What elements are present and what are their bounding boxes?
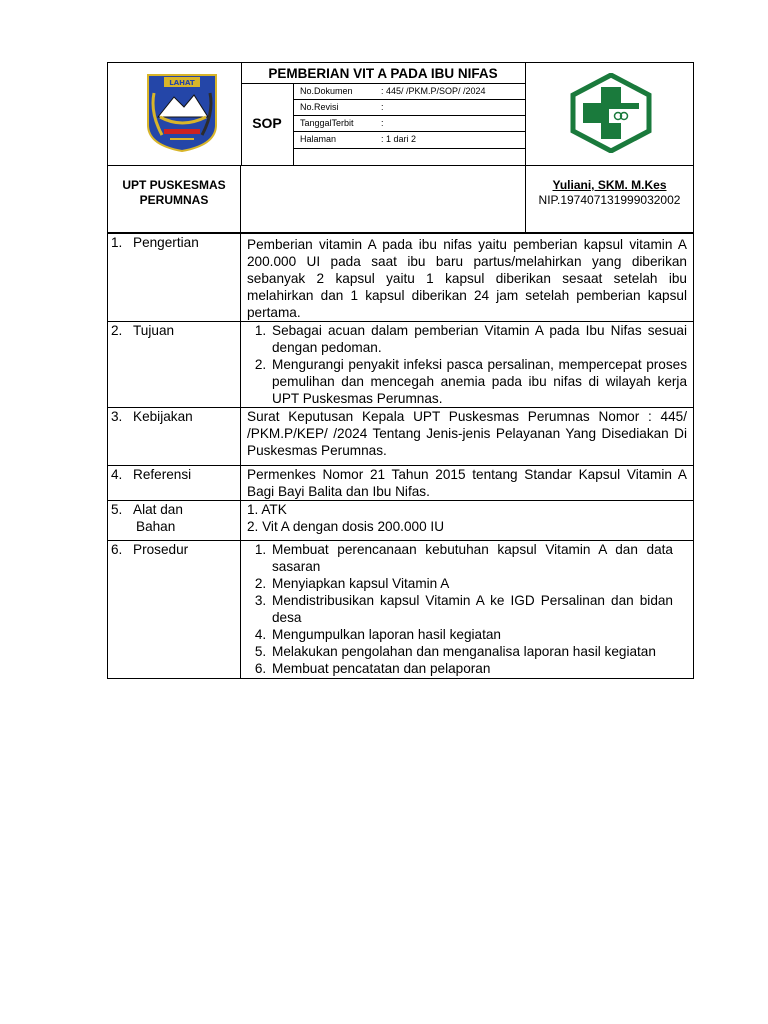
signer-nip: NIP.197407131999032002 <box>538 193 681 207</box>
document-title: PEMBERIAN VIT A PADA IBU NIFAS <box>241 63 525 84</box>
section-title: Prosedur <box>133 542 189 557</box>
section-alat-bahan <box>108 501 694 541</box>
section-content: Surat Keputusan Kepala UPT Puskesmas Perumnas Nomor : 445/ /PKM.P/KEP/ /2024 Tentang Jenis-jenis Pelayanan Yang Disediakan Di Puskesmas Perumnas. <box>241 408 694 466</box>
section-number: 5. <box>111 502 123 517</box>
section-number: 2. <box>111 323 123 338</box>
header-middle <box>241 63 526 165</box>
emblem-text: LAHAT <box>169 79 195 87</box>
left-logo-cell <box>108 63 242 165</box>
section-content <box>241 322 694 408</box>
list-item: 6. Membuat pencatatan dan pelaporan <box>270 660 673 677</box>
section-pengertian <box>108 234 694 322</box>
meta-key: Halaman <box>300 134 337 144</box>
section-title-line2: Bahan <box>136 519 176 534</box>
section-label <box>108 322 241 408</box>
section-referensi <box>108 466 694 501</box>
right-logo-cell <box>526 63 693 165</box>
list-item: 2. Menyiapkan kapsul Vitamin A <box>270 575 673 592</box>
section-content <box>241 501 694 541</box>
section-title: Kebijakan <box>133 409 193 424</box>
signature-blank-cell <box>241 166 526 232</box>
section-label <box>108 541 241 679</box>
section-tujuan <box>108 322 694 408</box>
section-title: Tujuan <box>133 323 175 338</box>
section-prosedur <box>108 541 694 679</box>
section-content <box>241 541 694 679</box>
list-item: 2. Vit A dengan dosis 200.000 IU <box>247 519 445 534</box>
section-content: Pemberian vitamin A pada ibu nifas yaitu pemberian kapsul vitamin A 200.000 UI pada saat ibu baru partus/melahirkan yang diberikan sebanyak 2 kapsul yaitu 1 kapsul diberikan sesaat setelah ibu melahirkan dan 1 kapsul diberikan 24 jam setelah pemberian kapsul pertama. <box>241 234 694 322</box>
section-content: Permenkes Nomor 21 Tahun 2015 tentang Standar Kapsul Vitamin A Bagi Bayi Balita dan Ibu Nifas. <box>241 466 694 501</box>
org-row <box>107 166 694 233</box>
list-item: 1. ATK <box>247 502 287 517</box>
list-item: 2. Mengurangi penyakit infeksi pasca persalinan, mempercepat proses pemulihan dan mencegah anemia pada ibu nifas di wilayah kerja UPT Puskesmas Perumnas. <box>270 356 687 407</box>
meta-value: : 1 dari 2 <box>381 134 417 144</box>
section-number: 4. <box>111 467 123 482</box>
meta-row-tanggal-terbit <box>294 116 525 132</box>
list-item: 3. Mendistribusikan kapsul Vitamin A ke IGD Persalinan dan bidan desa <box>270 592 673 626</box>
puskesmas-logo-icon <box>569 73 653 153</box>
sop-content-table <box>107 233 694 679</box>
section-number: 6. <box>111 542 123 557</box>
meta-key: No.Revisi <box>300 102 339 112</box>
list-item: 1. Membuat perencanaan kebutuhan kapsul Vitamin A dan data sasaran <box>270 541 673 575</box>
meta-value: : <box>381 102 384 112</box>
section-title: Alat dan <box>133 502 183 517</box>
meta-key: TanggalTerbit <box>300 118 354 128</box>
signer-name: Yuliani, SKM. M.Kes <box>552 178 667 192</box>
section-label <box>108 234 241 322</box>
meta-row-halaman <box>294 132 525 147</box>
meta-row-no-revisi <box>294 100 525 116</box>
org-name <box>108 166 241 232</box>
sop-label: SOP <box>241 84 294 165</box>
meta-row-blank <box>294 148 525 165</box>
section-title: Referensi <box>133 467 192 482</box>
document-header <box>107 62 694 166</box>
meta-value: : <box>381 118 384 128</box>
meta-row-no-dokumen <box>294 84 525 100</box>
signer-block <box>526 166 693 232</box>
section-label <box>108 466 241 501</box>
list-item: 5. Melakukan pengolahan dan menganalisa laporan hasil kegiatan <box>270 643 673 660</box>
section-label <box>108 408 241 466</box>
section-title: Pengertian <box>133 235 199 250</box>
org-name-line2: PERUMNAS <box>139 193 209 207</box>
list-item: 1. Sebagai acuan dalam pemberian Vitamin A pada Ibu Nifas sesuai dengan pedoman. <box>270 322 687 356</box>
section-label <box>108 501 241 541</box>
meta-key: No.Dokumen <box>300 86 353 96</box>
section-kebijakan <box>108 408 694 466</box>
section-number: 1. <box>111 235 123 250</box>
org-name-line1: UPT PUSKESMAS <box>122 178 226 192</box>
lahat-emblem-icon <box>146 73 218 153</box>
list-item: 4. Mengumpulkan laporan hasil kegiatan <box>270 626 673 643</box>
section-number: 3. <box>111 409 123 424</box>
sop-document <box>107 62 694 679</box>
meta-value: : 445/ /PKM.P/SOP/ /2024 <box>381 86 486 96</box>
